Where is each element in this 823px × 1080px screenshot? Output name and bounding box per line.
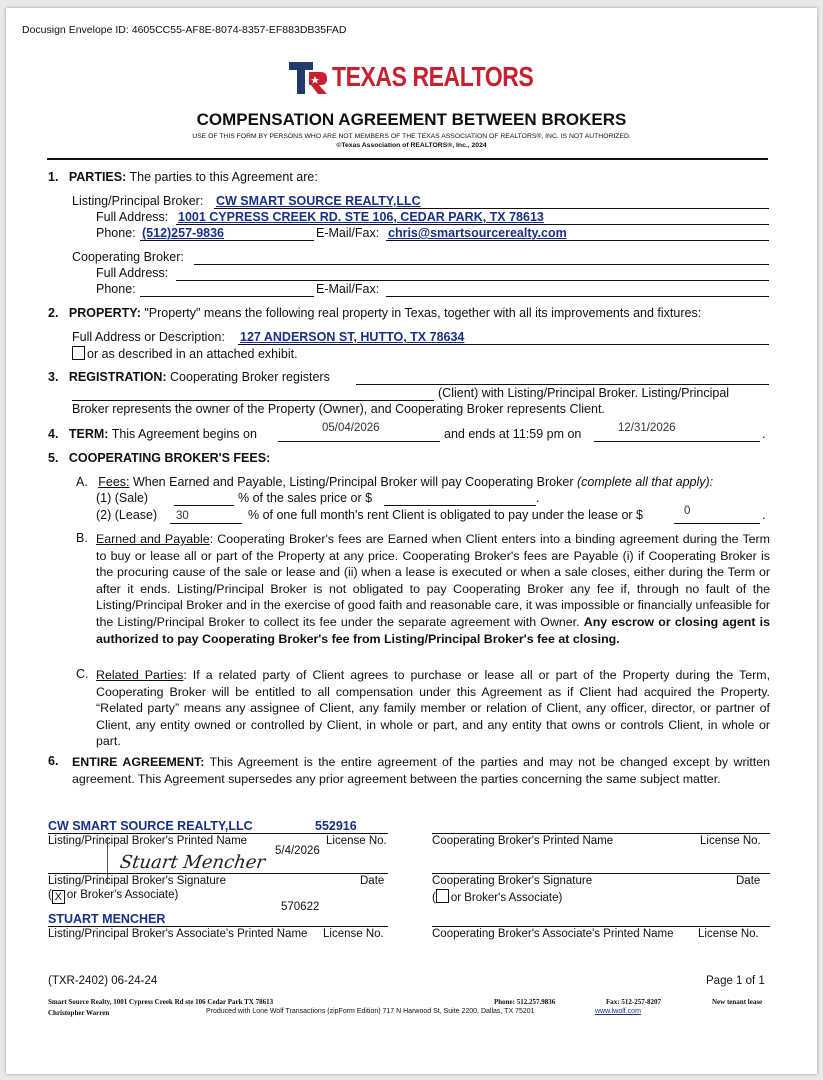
term-begin-date[interactable]: 05/04/2026 bbox=[322, 422, 380, 434]
cb-assoc-license-label: License No. bbox=[698, 928, 759, 940]
footer-doc-name: New tenant lease bbox=[712, 998, 763, 1006]
registration-text-3: Broker represents the owner of the Property (Owner), and Cooperating Broker represents Client. bbox=[72, 402, 605, 416]
related-parties-paragraph: Related Parties: If a related party of Client agrees to purchase or lease all or part of the Property during the Term, Cooperating Broker will be entitled to all compensation under this Agreement as if Client had acquired the Property. “Related party” means any assignee of Client, any family member or relation of Client, any officer, director, or partner of Client, any entity owned or controlled by Client, in whole or part, and any entity that owns or controls Client, in whole or part. bbox=[96, 668, 771, 749]
assoc-name-line bbox=[48, 926, 388, 927]
cb-sig-line[interactable] bbox=[432, 873, 770, 874]
lease-pct-value[interactable]: 30 bbox=[176, 510, 189, 522]
use-notice: USE OF THIS FORM BY PERSONS WHO ARE NOT MEMBERS OF THE TEXAS ASSOCIATION OF REALTORS®, INC. IS NOT AUTHORIZED. bbox=[192, 133, 631, 140]
page-number: Page 1 of 1 bbox=[706, 975, 765, 987]
section-6-num: 6. bbox=[48, 754, 59, 768]
earned-payable-paragraph: Earned and Payable: Cooperating Broker's fees are Earned when Client enters into a binding agreement during the Term to buy or lease all or part of the Property at any price. Cooperating Broker's fees are Payable (i) if Cooperating Broker is the procuring cause of the sale or lease and (ii) when a lease is executed or when a sale closes, either during the Term or after it ends. Listing/Principal Broker is not obligated to pay Cooperating Broker any fee if, through no fault of the Listing/Principal Broker and in the exercise of good faith and reasonable care, it was impossible or financially unfeasible for the Listing/Principal Broker to collect its fee under the separate agreement with Owner. Any escrow or closing agent is authorized to pay Cooperating Broker's fee from Listing/Principal Broker's fee at closing. bbox=[96, 532, 770, 646]
lb-sig-label: Listing/Principal Broker's Signature bbox=[48, 875, 226, 887]
footer-agent: Christopher Warren bbox=[48, 1009, 110, 1017]
footer-produced: Produced with Lone Wolf Transactions (zipForm Edition) 717 N Harwood St, Suite 2200, Dallas, TX 75201 bbox=[206, 1008, 535, 1015]
term-period: . bbox=[762, 427, 766, 441]
section-2-heading: 2. PROPERTY: "Property" means the following real property in Texas, together with all its improvements and fixtures: bbox=[48, 306, 702, 320]
cb-date-label: Date bbox=[736, 875, 761, 887]
earned-letter: B. bbox=[76, 531, 88, 545]
term-begin-line bbox=[278, 441, 440, 442]
sale-text: % of the sales price or $ bbox=[238, 491, 373, 505]
coop-email-line[interactable] bbox=[386, 296, 769, 297]
section-1-heading: 1. PARTIES: The parties to this Agreement are: bbox=[48, 170, 318, 184]
listing-broker-line bbox=[214, 208, 769, 209]
lb-printed-name-value[interactable]: CW SMART SOURCE REALTY,LLC bbox=[48, 819, 253, 833]
lb-name-line bbox=[48, 833, 388, 834]
listing-phone-line bbox=[140, 240, 314, 241]
sign-date: 5/4/2026 bbox=[275, 845, 320, 857]
coop-phone-line[interactable] bbox=[140, 296, 314, 297]
assoc-printed-name-value[interactable]: STUART MENCHER bbox=[48, 912, 166, 926]
property-address-value[interactable]: 127 ANDERSON ST, HUTTO, TX 78634 bbox=[240, 330, 465, 344]
lease-amount-value[interactable]: 0 bbox=[684, 505, 691, 517]
section-5-heading: 5. COOPERATING BROKER'S FEES: bbox=[48, 451, 271, 465]
listing-broker-value[interactable]: CW SMART SOURCE REALTY,LLC bbox=[216, 194, 421, 208]
form-title: COMPENSATION AGREEMENT BETWEEN BROKERS bbox=[196, 110, 627, 129]
tr-logo-icon bbox=[289, 62, 327, 94]
assoc-license-label: License No. bbox=[323, 928, 384, 940]
listing-phone-value[interactable]: (512)257-9836 bbox=[142, 226, 225, 240]
lb-license-label: License No. bbox=[326, 835, 387, 847]
client-line-2[interactable] bbox=[72, 400, 434, 401]
section-3-heading: 3. REGISTRATION: Cooperating Broker registers bbox=[48, 370, 330, 384]
lease-period: . bbox=[762, 508, 766, 522]
listing-phone-label: Phone: bbox=[96, 226, 136, 240]
property-address-label: Full Address or Description: bbox=[72, 330, 225, 344]
exhibit-option[interactable]: or as described in an attached exhibit. bbox=[72, 346, 298, 361]
listing-address-value[interactable]: 1001 CYPRESS CREEK RD. STE 106, CEDAR PARK, TX 78613 bbox=[178, 210, 544, 224]
sale-amount-line[interactable] bbox=[384, 505, 536, 506]
term-end-line bbox=[594, 441, 760, 442]
exhibit-checkbox[interactable] bbox=[72, 346, 85, 360]
lease-pct-line bbox=[170, 523, 242, 524]
document-page bbox=[6, 8, 817, 1074]
cb-sig-label: Cooperating Broker's Signature bbox=[432, 875, 593, 887]
entire-agreement-paragraph: ENTIRE AGREEMENT: This Agreement is the entire agreement of the parties and may not be changed except by written agreement. This Agreement supersedes any prior agreement between the parties concerning the same subject matter. bbox=[72, 755, 771, 786]
lease-text: % of one full month's rent Client is obligated to pay under the lease or $ bbox=[248, 508, 643, 522]
coop-broker-label: Cooperating Broker: bbox=[72, 250, 184, 264]
listing-address-label: Full Address: bbox=[96, 210, 169, 224]
registration-text-2: (Client) with Listing/Principal Broker. Listing/Principal bbox=[438, 386, 730, 400]
handwritten-signature[interactable]: Stuart Mencher bbox=[118, 852, 267, 873]
envelope-id: Docusign Envelope ID: 4605CC55-AF8E-8074-8357-EF883DB35FAD bbox=[22, 24, 347, 36]
sale-label: (1) (Sale) bbox=[96, 491, 149, 505]
listing-address-line bbox=[176, 224, 769, 225]
related-letter: C. bbox=[76, 667, 89, 681]
copyright: ©Texas Association of REALTORS®, Inc., 2024 bbox=[336, 142, 487, 149]
client-line-1[interactable] bbox=[356, 384, 769, 385]
lb-license-value[interactable]: 552916 bbox=[315, 819, 357, 833]
coop-address-line[interactable] bbox=[176, 280, 769, 281]
form-id: (TXR-2402) 06-24-24 bbox=[48, 975, 158, 987]
lb-associate-option: ( X or Broker's Associate) bbox=[48, 889, 179, 903]
footer-phone: Phone: 512.257.9836 bbox=[494, 998, 556, 1006]
coop-phone-label: Phone: bbox=[96, 282, 136, 296]
assoc-license-value[interactable]: 570622 bbox=[281, 901, 320, 913]
lb-date-label: Date bbox=[360, 875, 385, 887]
cb-license-label: License No. bbox=[700, 835, 761, 847]
section-4-heading: 4. TERM: This Agreement begins on bbox=[48, 427, 257, 441]
cb-associate-checkbox[interactable] bbox=[436, 889, 449, 903]
footer-office: Smart Source Realty, 1001 Cypress Creek Rd ste 106 Cedar Park TX 78613 bbox=[48, 998, 274, 1006]
footer-website-link[interactable]: www.lwolf.com bbox=[595, 1008, 641, 1015]
assoc-name-label: Listing/Principal Broker's Associate's Printed Name bbox=[48, 928, 308, 940]
lb-name-label: Listing/Principal Broker's Printed Name bbox=[48, 835, 248, 847]
lease-label: (2) (Lease) bbox=[96, 508, 158, 522]
sale-pct-line[interactable] bbox=[174, 505, 234, 506]
lb-sig-line bbox=[48, 873, 388, 874]
cb-assoc-name-label: Cooperating Broker's Associate's Printed Name bbox=[432, 928, 674, 940]
cb-assoc-name-line[interactable] bbox=[432, 926, 770, 927]
cb-associate-option: ( or Broker's Associate) bbox=[432, 889, 562, 904]
property-address-line bbox=[238, 344, 769, 345]
lb-associate-checkbox[interactable]: X bbox=[52, 890, 65, 904]
cb-name-label: Cooperating Broker's Printed Name bbox=[432, 835, 614, 847]
term-end-date[interactable]: 12/31/2026 bbox=[618, 422, 676, 434]
footer-fax: Fax: 512-257-8207 bbox=[606, 998, 662, 1006]
listing-email-line bbox=[386, 240, 769, 241]
coop-address-label: Full Address: bbox=[96, 266, 169, 280]
fees-paragraph: A. Fees: When Earned and Payable, Listing/Principal Broker will pay Cooperating Broker (complete all that apply): bbox=[76, 475, 714, 489]
sale-period: . bbox=[536, 491, 540, 505]
lease-amount-line bbox=[674, 523, 760, 524]
listing-broker-label: Listing/Principal Broker: bbox=[72, 194, 204, 208]
coop-email-label: E-Mail/Fax: bbox=[316, 282, 380, 296]
header-rule bbox=[47, 158, 768, 160]
listing-email-value[interactable]: chris@smartsourcerealty.com bbox=[388, 226, 567, 240]
logo-text: TEXAS REALTORS bbox=[332, 61, 534, 92]
term-text-2: and ends at 11:59 pm on bbox=[444, 427, 582, 441]
cb-name-line[interactable] bbox=[432, 833, 770, 834]
listing-email-label: E-Mail/Fax: bbox=[316, 226, 380, 240]
coop-broker-line[interactable] bbox=[194, 264, 769, 265]
